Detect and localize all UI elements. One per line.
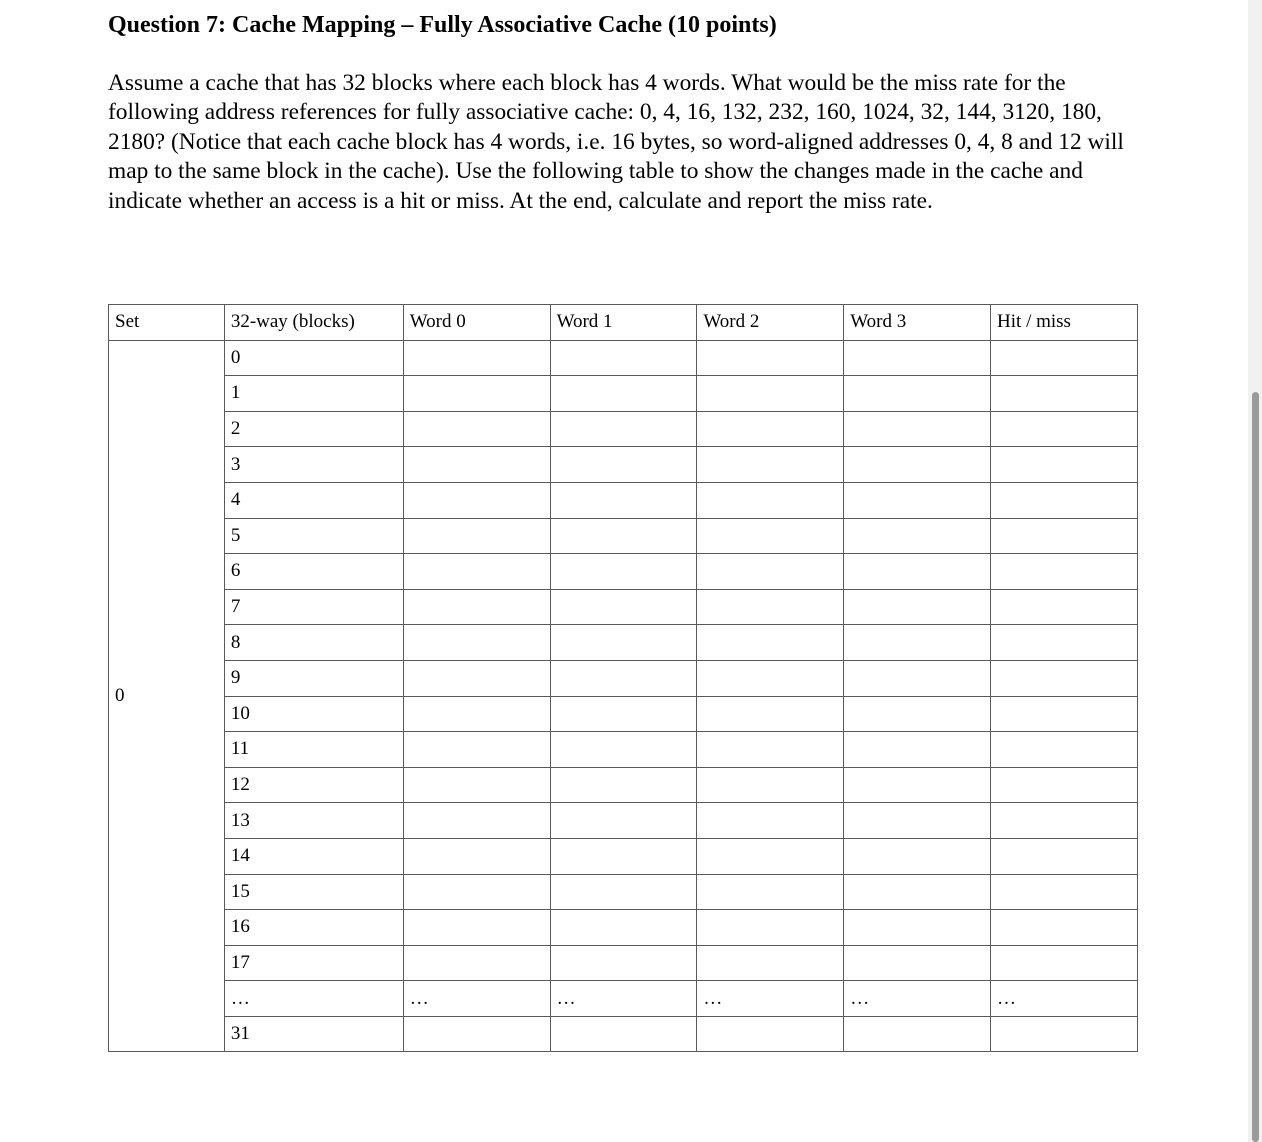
hitmiss-cell[interactable] bbox=[991, 589, 1138, 625]
hitmiss-cell[interactable] bbox=[991, 482, 1138, 518]
header-word1: Word 1 bbox=[550, 305, 697, 341]
block-index-cell: 12 bbox=[224, 767, 403, 803]
block-index-cell: 6 bbox=[224, 554, 403, 590]
hitmiss-cell[interactable] bbox=[991, 803, 1138, 839]
table-row bbox=[109, 340, 1138, 376]
block-index-cell: 4 bbox=[224, 482, 403, 518]
table-row bbox=[109, 981, 1138, 1017]
word0-cell[interactable] bbox=[403, 411, 550, 447]
cache-table-body bbox=[109, 340, 1138, 1052]
hitmiss-cell[interactable] bbox=[991, 838, 1138, 874]
word3-cell[interactable] bbox=[844, 945, 991, 981]
table-row bbox=[109, 625, 1138, 661]
word3-cell[interactable]: … bbox=[844, 981, 991, 1017]
hitmiss-cell[interactable] bbox=[991, 518, 1138, 554]
block-index-cell: 7 bbox=[224, 589, 403, 625]
word2-cell[interactable] bbox=[697, 945, 844, 981]
word2-cell[interactable] bbox=[697, 482, 844, 518]
word1-cell[interactable] bbox=[550, 340, 697, 376]
word1-cell[interactable] bbox=[550, 732, 697, 768]
word2-cell[interactable] bbox=[697, 660, 844, 696]
word2-cell[interactable]: … bbox=[697, 981, 844, 1017]
word0-cell[interactable] bbox=[403, 732, 550, 768]
word2-cell[interactable] bbox=[697, 376, 844, 412]
word2-cell[interactable] bbox=[697, 447, 844, 483]
header-word3: Word 3 bbox=[844, 305, 991, 341]
word0-cell[interactable]: … bbox=[403, 981, 550, 1017]
word0-cell[interactable] bbox=[403, 874, 550, 910]
block-index-cell: 11 bbox=[224, 732, 403, 768]
word1-cell[interactable] bbox=[550, 696, 697, 732]
table-row bbox=[109, 660, 1138, 696]
word3-cell[interactable] bbox=[844, 625, 991, 661]
word1-cell[interactable] bbox=[550, 589, 697, 625]
block-index-cell: 8 bbox=[224, 625, 403, 661]
word1-cell[interactable] bbox=[550, 803, 697, 839]
block-index-cell: 0 bbox=[224, 340, 403, 376]
word3-cell[interactable] bbox=[844, 732, 991, 768]
table-row bbox=[109, 910, 1138, 946]
word2-cell[interactable] bbox=[697, 696, 844, 732]
block-index-cell: 1 bbox=[224, 376, 403, 412]
header-word0: Word 0 bbox=[403, 305, 550, 341]
vertical-scrollbar[interactable] bbox=[1248, 0, 1262, 1142]
word3-cell[interactable] bbox=[844, 874, 991, 910]
block-index-cell: 10 bbox=[224, 696, 403, 732]
hitmiss-cell[interactable] bbox=[991, 874, 1138, 910]
word0-cell[interactable] bbox=[403, 518, 550, 554]
hitmiss-cell[interactable] bbox=[991, 340, 1138, 376]
word1-cell[interactable] bbox=[550, 1016, 697, 1052]
word2-cell[interactable] bbox=[697, 838, 844, 874]
header-set: Set bbox=[109, 305, 225, 341]
table-row bbox=[109, 411, 1138, 447]
header-way: 32-way (blocks) bbox=[224, 305, 403, 341]
word2-cell[interactable] bbox=[697, 874, 844, 910]
block-index-cell: 3 bbox=[224, 447, 403, 483]
word2-cell[interactable] bbox=[697, 340, 844, 376]
word3-cell[interactable] bbox=[844, 482, 991, 518]
block-index-cell: 15 bbox=[224, 874, 403, 910]
table-row bbox=[109, 518, 1138, 554]
hitmiss-cell[interactable] bbox=[991, 1016, 1138, 1052]
word2-cell[interactable] bbox=[697, 803, 844, 839]
word3-cell[interactable] bbox=[844, 767, 991, 803]
block-index-cell: 9 bbox=[224, 660, 403, 696]
word1-cell[interactable] bbox=[550, 625, 697, 661]
set-cell: 0 bbox=[109, 340, 225, 1052]
word1-cell[interactable] bbox=[550, 910, 697, 946]
word0-cell[interactable] bbox=[403, 554, 550, 590]
table-row bbox=[109, 732, 1138, 768]
hitmiss-cell[interactable] bbox=[991, 696, 1138, 732]
table-row bbox=[109, 1016, 1138, 1052]
word1-cell[interactable] bbox=[550, 767, 697, 803]
block-index-cell: 2 bbox=[224, 411, 403, 447]
word2-cell[interactable] bbox=[697, 910, 844, 946]
word1-cell[interactable] bbox=[550, 945, 697, 981]
hitmiss-cell[interactable] bbox=[991, 910, 1138, 946]
block-index-cell: 17 bbox=[224, 945, 403, 981]
word3-cell[interactable] bbox=[844, 518, 991, 554]
word0-cell[interactable] bbox=[403, 482, 550, 518]
table-row bbox=[109, 554, 1138, 590]
word0-cell[interactable] bbox=[403, 1016, 550, 1052]
table-row bbox=[109, 447, 1138, 483]
word0-cell[interactable] bbox=[403, 767, 550, 803]
word3-cell[interactable] bbox=[844, 660, 991, 696]
block-index-cell: 5 bbox=[224, 518, 403, 554]
word2-cell[interactable] bbox=[697, 767, 844, 803]
word0-cell[interactable] bbox=[403, 838, 550, 874]
scrollbar-thumb[interactable] bbox=[1252, 392, 1259, 1142]
table-row bbox=[109, 945, 1138, 981]
cache-table bbox=[108, 304, 1138, 1052]
word0-cell[interactable] bbox=[403, 910, 550, 946]
word1-cell[interactable] bbox=[550, 447, 697, 483]
word3-cell[interactable] bbox=[844, 340, 991, 376]
block-index-cell: 16 bbox=[224, 910, 403, 946]
table-row bbox=[109, 874, 1138, 910]
word3-cell[interactable] bbox=[844, 1016, 991, 1052]
word1-cell[interactable] bbox=[550, 411, 697, 447]
word3-cell[interactable] bbox=[844, 696, 991, 732]
word2-cell[interactable] bbox=[697, 554, 844, 590]
word3-cell[interactable] bbox=[844, 910, 991, 946]
block-index-cell: … bbox=[224, 981, 403, 1017]
word1-cell[interactable] bbox=[550, 482, 697, 518]
word0-cell[interactable] bbox=[403, 447, 550, 483]
hitmiss-cell[interactable] bbox=[991, 945, 1138, 981]
question-prompt: Assume a cache that has 32 blocks where each block has 4 words. What would be the miss rate for the following address references for fully associative cache: 0, 4, 16, 132, 232, 160, 1024, 32, 144, 3120, 180, 2180? (Notice that each cache block has 4 words, i.e. 16 bytes, so word-aligned addresses 0, 4, 8 and 12 will map to the same block in the cache). Use the following table to show the changes made in the cache and indicate whether an access is a hit or miss. At the end, calculate and report the miss rate. bbox=[108, 70, 1124, 214]
word0-cell[interactable] bbox=[403, 803, 550, 839]
word2-cell[interactable] bbox=[697, 589, 844, 625]
word0-cell[interactable] bbox=[403, 660, 550, 696]
word3-cell[interactable] bbox=[844, 554, 991, 590]
hitmiss-cell[interactable] bbox=[991, 625, 1138, 661]
word3-cell[interactable] bbox=[844, 589, 991, 625]
hitmiss-cell[interactable] bbox=[991, 411, 1138, 447]
word1-cell[interactable] bbox=[550, 376, 697, 412]
word1-cell[interactable] bbox=[550, 554, 697, 590]
word1-cell[interactable] bbox=[550, 660, 697, 696]
hitmiss-cell[interactable] bbox=[991, 660, 1138, 696]
word0-cell[interactable] bbox=[403, 696, 550, 732]
word1-cell[interactable]: … bbox=[550, 981, 697, 1017]
word1-cell[interactable] bbox=[550, 518, 697, 554]
block-index-cell: 13 bbox=[224, 803, 403, 839]
table-header-row bbox=[109, 305, 1138, 341]
word3-cell[interactable] bbox=[844, 447, 991, 483]
word0-cell[interactable] bbox=[403, 945, 550, 981]
hitmiss-cell[interactable]: … bbox=[991, 981, 1138, 1017]
word0-cell[interactable] bbox=[403, 625, 550, 661]
word3-cell[interactable] bbox=[844, 411, 991, 447]
block-index-cell: 14 bbox=[224, 838, 403, 874]
table-row bbox=[109, 838, 1138, 874]
word0-cell[interactable] bbox=[403, 376, 550, 412]
question-title: Question 7: Cache Mapping – Fully Associative Cache (10 points) bbox=[108, 12, 777, 38]
word0-cell[interactable] bbox=[403, 340, 550, 376]
table-row bbox=[109, 803, 1138, 839]
word0-cell[interactable] bbox=[403, 589, 550, 625]
hitmiss-cell[interactable] bbox=[991, 447, 1138, 483]
header-word2: Word 2 bbox=[697, 305, 844, 341]
table-row bbox=[109, 589, 1138, 625]
word3-cell[interactable] bbox=[844, 838, 991, 874]
block-index-cell: 31 bbox=[224, 1016, 403, 1052]
hitmiss-cell[interactable] bbox=[991, 732, 1138, 768]
table-row bbox=[109, 482, 1138, 518]
word2-cell[interactable] bbox=[697, 1016, 844, 1052]
word2-cell[interactable] bbox=[697, 625, 844, 661]
word2-cell[interactable] bbox=[697, 411, 844, 447]
hitmiss-cell[interactable] bbox=[991, 376, 1138, 412]
word1-cell[interactable] bbox=[550, 838, 697, 874]
hitmiss-cell[interactable] bbox=[991, 554, 1138, 590]
word2-cell[interactable] bbox=[697, 518, 844, 554]
word1-cell[interactable] bbox=[550, 874, 697, 910]
header-hitmiss: Hit / miss bbox=[991, 305, 1138, 341]
word3-cell[interactable] bbox=[844, 376, 991, 412]
table-row bbox=[109, 696, 1138, 732]
table-row bbox=[109, 376, 1138, 412]
table-row bbox=[109, 767, 1138, 803]
hitmiss-cell[interactable] bbox=[991, 767, 1138, 803]
word2-cell[interactable] bbox=[697, 732, 844, 768]
word3-cell[interactable] bbox=[844, 803, 991, 839]
